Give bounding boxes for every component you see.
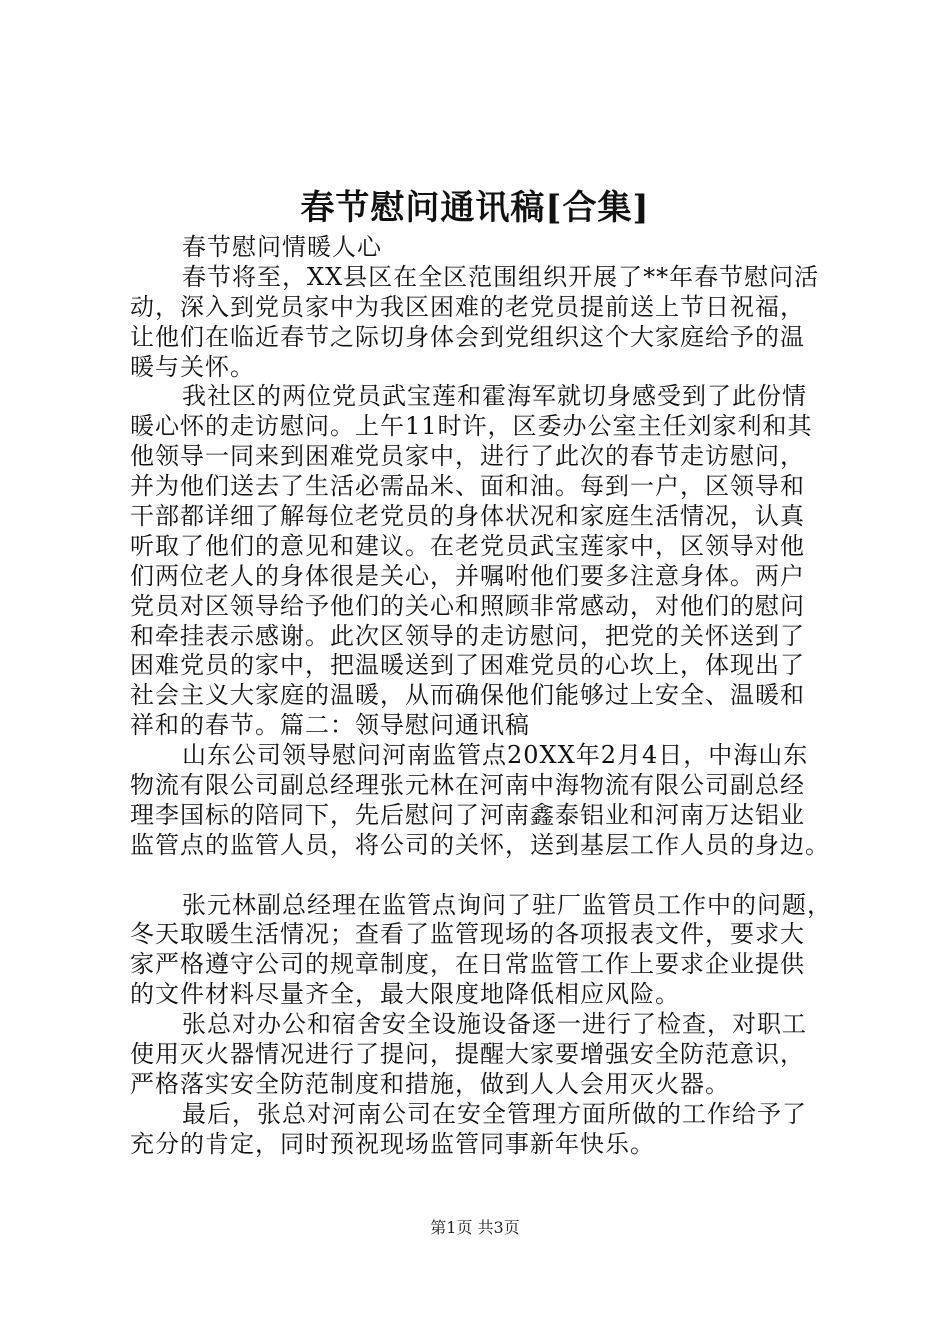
text-line: 并为他们送去了生活必需品米、面和油。每到一户，区领导和 [130, 472, 805, 501]
text-line: 家严格遵守公司的规章制度，在日常监管工作上要求企业提供 [130, 950, 805, 979]
text-line: 的文件材料尽量齐全，最大限度地降低相应风险。 [130, 980, 680, 1009]
text-line: 困难党员的家中，把温暖送到了困难党员的心坎上，体现出了 [130, 651, 805, 680]
text-line: 严格落实安全防范制度和措施，做到人人会用灭火器。 [130, 1069, 730, 1098]
text-line: 他领导一同来到困难党员家中，进行了此次的春节走访慰问， [130, 442, 805, 471]
text-line: 使用灭火器情况进行了提问，提醒大家要增强安全防范意识， [130, 1040, 805, 1069]
text-line: 暖心怀的走访慰问。上午11时许，区委办公室主任刘家利和其 [130, 412, 813, 441]
text-line: 社会主义大家庭的温暖，从而确保他们能够过上安全、温暖和 [130, 681, 805, 710]
text-line: 山东公司领导慰问河南监管点20XX年2月4日，中海山东 [182, 741, 809, 770]
document-title: 春节慰问通讯稿[合集] [300, 188, 650, 228]
text-line [130, 861, 850, 891]
text-line: 党员对区领导给予他们的关心和照顾非常感动，对他们的慰问 [130, 591, 805, 620]
page-footer: 第1页 共3页 [430, 1218, 520, 1237]
text-line: 理李国标的陪同下，先后慰问了河南鑫泰铝业和河南万达铝业 [130, 800, 805, 829]
text-line: 监管点的监管人员，将公司的关怀，送到基层工作人员的身边。 [130, 830, 830, 859]
text-line: 物流有限公司副总经理张元林在河南中海物流有限公司副总经 [130, 771, 805, 800]
text-line: 最后，张总对河南公司在安全管理方面所做的工作给予了 [182, 1099, 807, 1128]
text-line: 暖与关怀。 [130, 352, 255, 381]
text-line: 祥和的春节。篇二：领导慰问通讯稿 [130, 711, 530, 740]
text-line: 和牵挂表示感谢。此次区领导的走访慰问，把党的关怀送到了 [130, 621, 805, 650]
text-line: 春节将至，XX县区在全区范围组织开展了**年春节慰问活 [182, 262, 820, 291]
text-line: 听取了他们的意见和建议。在老党员武宝莲家中，区领导对他 [130, 531, 805, 560]
text-line: 们两位老人的身体很是关心，并嘱咐他们要多注意身体。两户 [130, 561, 805, 590]
text-line: 充分的肯定，同时预祝现场监管同事新年快乐。 [130, 1129, 655, 1158]
text-line: 让他们在临近春节之际切身体会到党组织这个大家庭给予的温 [130, 322, 805, 351]
text-line: 我社区的两位党员武宝莲和霍海军就切身感受到了此份情 [182, 382, 807, 411]
text-line: 张元林副总经理在监管点询问了驻厂监管员工作中的问题， [182, 890, 832, 919]
text-line: 动，深入到党员家中为我区困难的老党员提前送上节日祝福， [130, 292, 805, 321]
document-body [130, 233, 850, 1160]
text-line: 干部都详细了解每位老党员的身体状况和家庭生活情况，认真 [130, 502, 805, 531]
text-line: 冬天取暖生活情况；查看了监管现场的各项报表文件，要求大 [130, 920, 805, 949]
text-line: 张总对办公和宿舍安全设施设备逐一进行了检查，对职工 [182, 1010, 807, 1039]
text-line: 春节慰问情暖人心 [182, 233, 382, 261]
